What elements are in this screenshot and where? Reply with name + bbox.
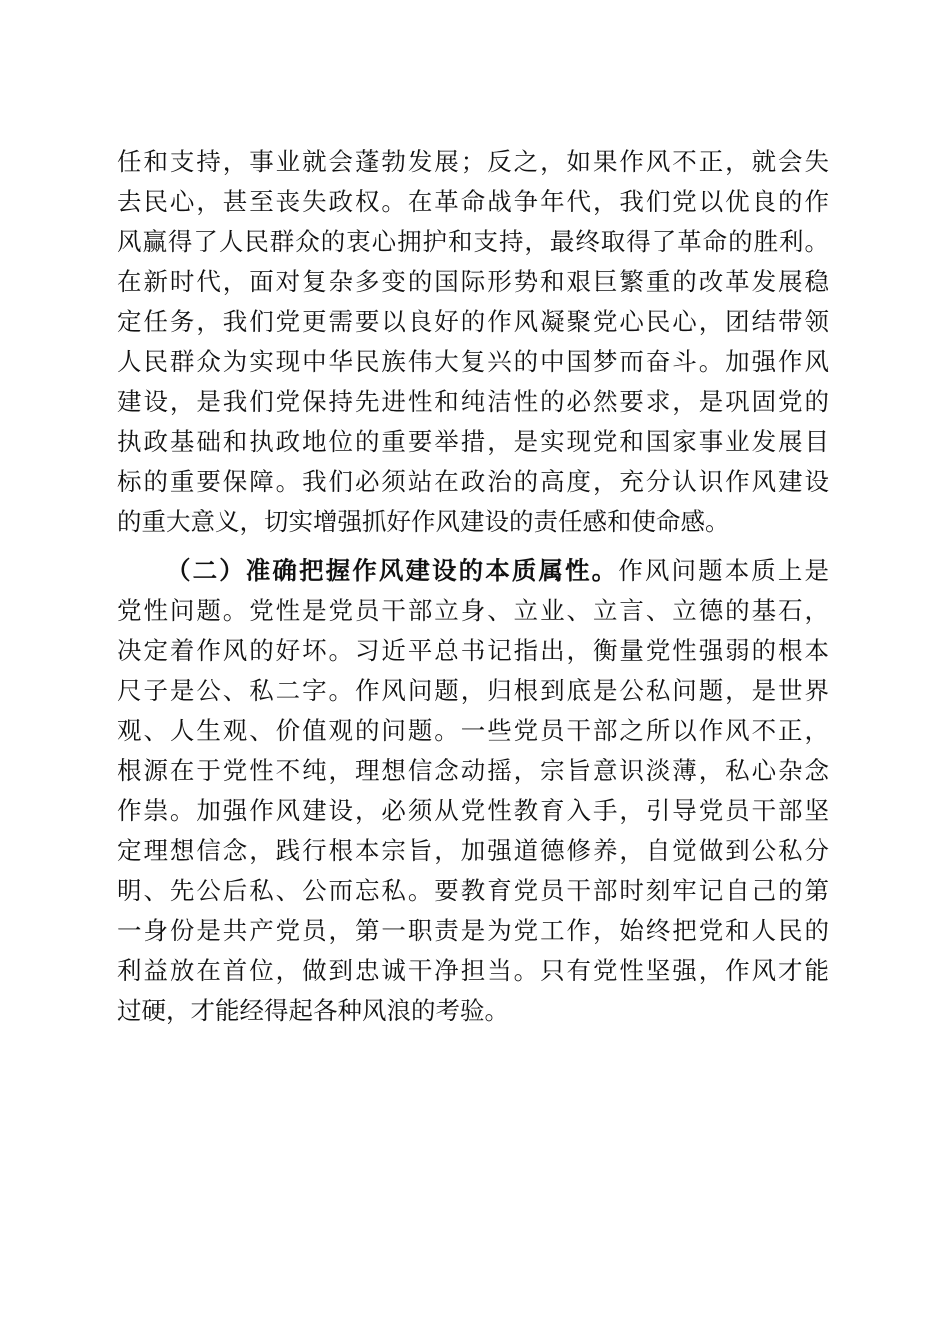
text-line: 利益放在首位，做到忠诚干净担当。只有党性坚强，作风才能 <box>117 956 829 985</box>
text-line: 观、人生观、价值观的问题。一些党员干部之所以作风不正， <box>117 716 829 745</box>
text-line: 建设，是我们党保持先进性和纯洁性的必然要求，是巩固党的 <box>117 387 829 416</box>
document-body <box>117 142 829 1031</box>
text-line: 定理想信念，践行根本宗旨，加强道德修养，自觉做到公私分 <box>117 836 829 865</box>
text-line: 根源在于党性不纯，理想信念动摇，宗旨意识淡薄，私心杂念 <box>117 756 829 785</box>
text-line: 党性问题。党性是党员干部立身、立业、立言、立德的基石， <box>117 596 829 625</box>
text-line: 决定着作风的好坏。习近平总书记指出，衡量党性强弱的根本 <box>117 636 829 665</box>
text-line: 尺子是公、私二字。作风问题，归根到底是公私问题，是世界 <box>117 676 829 705</box>
text-line: 去民心，甚至丧失政权。在革命战争年代，我们党以优良的作 <box>117 187 829 216</box>
paragraph-1 <box>117 142 829 542</box>
first-line-text: 作风问题本质上是 <box>618 556 829 585</box>
text-line: 执政基础和执政地位的重要举措，是实现党和国家事业发展目 <box>117 427 829 456</box>
text-line: 定任务，我们党更需要以良好的作风凝聚党心民心，团结带领 <box>117 307 829 336</box>
text-line: 作祟。加强作风建设，必须从党性教育入手，引导党员干部坚 <box>117 796 829 825</box>
text-line: 标的重要保障。我们必须站在政治的高度，充分认识作风建设 <box>117 467 829 496</box>
text-line: 一身份是共产党员，第一职责是为党工作，始终把党和人民的 <box>117 916 829 945</box>
paragraph-gap <box>117 542 829 551</box>
paragraph-first-line <box>117 551 829 591</box>
text-line: 在新时代，面对复杂多变的国际形势和艰巨繁重的改革发展稳 <box>117 267 829 296</box>
text-line: 过硬，才能经得起各种风浪的考验。 <box>117 996 509 1025</box>
text-line: 风赢得了人民群众的衷心拥护和支持，最终取得了革命的胜利。 <box>117 227 829 256</box>
text-line: 任和支持，事业就会蓬勃发展；反之，如果作风不正，就会失 <box>117 147 829 176</box>
text-line: 明、先公后私、公而忘私。要教育党员干部时刻牢记自己的第 <box>117 876 829 905</box>
section-heading: （二）准确把握作风建设的本质属性。 <box>166 556 619 585</box>
text-line: 的重大意义，切实增强抓好作风建设的责任感和使命感。 <box>117 507 730 536</box>
paragraph-2 <box>117 551 829 1031</box>
text-line: 人民群众为实现中华民族伟大复兴的中国梦而奋斗。加强作风 <box>117 347 829 376</box>
